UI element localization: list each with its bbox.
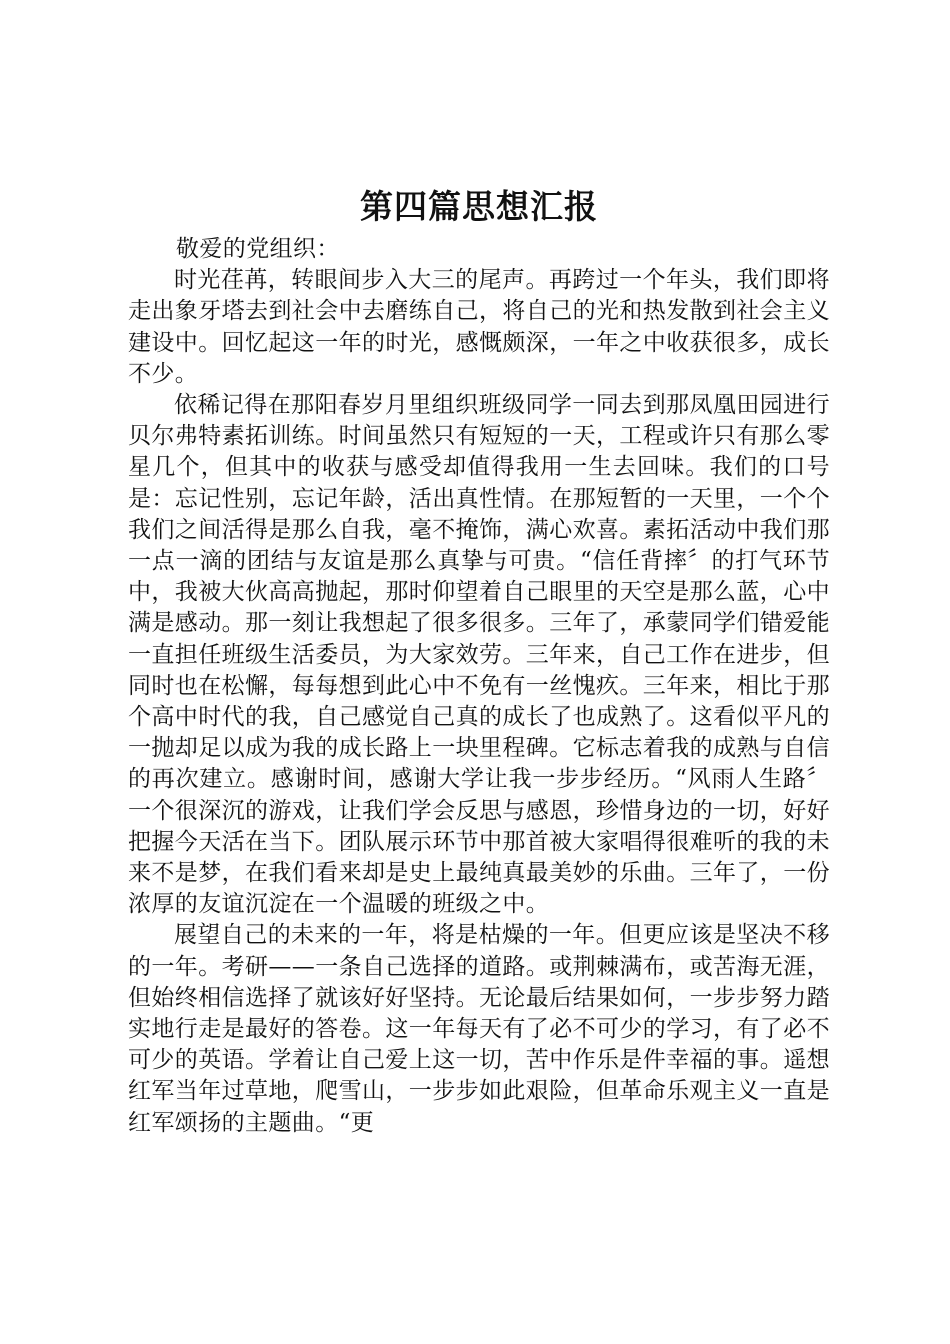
salutation: 敬爱的党组织：: [176, 236, 340, 262]
paragraph-2: 依稀记得在那阳春岁月里组织班级同学一同去到那凤凰田园进行贝尔弗特素拓训练。时间虽然只有短短的一天，工程或许只有那么零星几个，但其中的收获与感受却值得我用一生去回味。我们的口号是：忘记性别，忘记年龄，活出真性情。在那短暂的一天里，一个个我们之间活得是那么自我，毫不掩饰，满心欢喜。素拓活动中我们那一点一滴的团结与友谊是那么真挚与可贵。“信任背摔〞的打气环节中，我被大伙高高抛起，那时仰望着自己眼里的天空是那么蓝，心中满是感动。那一刻让我想起了很多很多。三年了，承蒙同学们错爱能一直担任班级生活委员，为大家效劳。三年来，自己工作在进步，但同时也在松懈，每每想到此心中不免有一丝愧疚。三年来，相比于那个高中时代的我，自己感觉自己真的成长了也成熟了。这看似平凡的一抛却足以成为我的成长路上一块里程碑。它标志着我的成熟与自信的再次建立。感谢时间，感谢大学让我一步步经历。“风雨人生路〞一个很深沉的游戏，让我们学会反思与感恩，珍惜身边的一切，好好把握今天活在当下。团队展示环节中那首被大家唱得很难听的我的未来不是梦，在我们看来却是史上最纯真最美妙的乐曲。三年了，一份浓厚的友谊沉淀在一个温暖的班级之中。: [128, 392, 830, 918]
document-page: [128, 182, 830, 1139]
document-title: 第四篇思想汇报: [360, 187, 598, 226]
paragraph-1: 时光荏苒，转眼间步入大三的尾声。再跨过一个年头，我们即将走出象牙塔去到社会中去磨练自己，将自己的光和热发散到社会主义建设中。回忆起这一年的时光，感慨颇深，一年之中收获很多，成长不少。: [128, 267, 830, 387]
paragraph-3: 展望自己的未来的一年，将是枯燥的一年。但更应该是坚决不移的一年。考研——一条自己选择的道路。或荆棘满布，或苦海无涯，但始终相信选择了就该好好坚持。无论最后结果如何，一步步努力踏实地行走是最好的答卷。这一年每天有了必不可少的学习，有了必不可少的英语。学着让自己爱上这一切，苦中作乐是件幸福的事。遥想红军当年过草地，爬雪山，一步步如此艰险，但革命乐观主义一直是红军颂扬的主题曲。“更: [128, 922, 830, 1136]
